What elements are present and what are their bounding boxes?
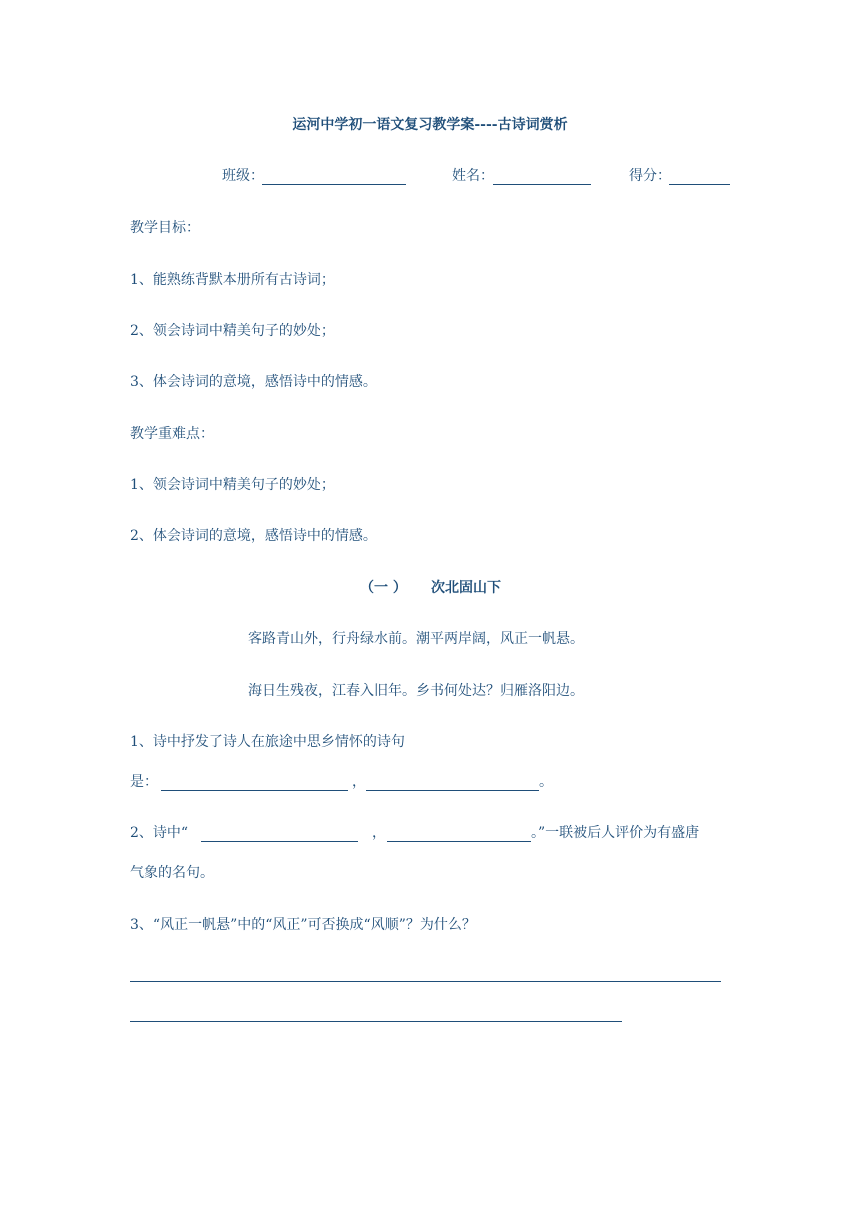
score-label: 得分： xyxy=(629,168,671,184)
class-label: 班级： xyxy=(222,168,264,184)
objective-item: 1、能熟练背默本册所有古诗词； xyxy=(130,272,335,288)
answer-line[interactable] xyxy=(130,1021,622,1022)
question-3-text: 3、“风正一帆悬”中的“风正”可否换成“风顺”？为什么？ xyxy=(130,917,476,933)
key-points-heading: 教学重难点： xyxy=(130,426,214,442)
question-2-prefix: 2、诗中“ xyxy=(130,825,189,841)
question-1-prefix: 是： xyxy=(130,774,158,790)
question-2-suffix: 。”一联被后人评价为有盛唐 xyxy=(531,825,700,841)
objectives-heading: 教学目标： xyxy=(130,220,200,236)
name-label: 姓名： xyxy=(452,168,494,184)
objective-item: 3、体会诗词的意境，感悟诗中的情感。 xyxy=(130,374,377,390)
question-1-sep: ， xyxy=(352,774,366,790)
poem-title: 次北固山下 xyxy=(431,580,501,596)
question-2-sep: ， xyxy=(372,825,386,841)
key-point-item: 2、体会诗词的意境，感悟诗中的情感。 xyxy=(130,528,377,544)
question-2-line2: 气象的名句。 xyxy=(130,865,214,881)
poem-line: 客路青山外，行舟绿水前。潮平两岸阔，风正一帆悬。 xyxy=(248,631,584,647)
poem-line: 海日生残夜，江春入旧年。乡书何处达？归雁洛阳边。 xyxy=(248,683,584,699)
class-blank[interactable] xyxy=(262,167,406,185)
poem-number: （一 ） xyxy=(360,580,407,596)
question-1-blank-a[interactable] xyxy=(161,773,348,791)
question-2-blank-a[interactable] xyxy=(201,824,358,842)
question-1-text: 1、诗中抒发了诗人在旅途中思乡情怀的诗句 xyxy=(130,734,405,750)
objective-item: 2、领会诗词中精美句子的妙处； xyxy=(130,323,335,339)
answer-line[interactable] xyxy=(130,981,721,982)
question-1-end: 。 xyxy=(539,774,553,790)
question-2-blank-b[interactable] xyxy=(387,824,531,842)
score-blank[interactable] xyxy=(669,167,730,185)
question-1-blank-b[interactable] xyxy=(366,773,539,791)
name-blank[interactable] xyxy=(493,167,591,185)
key-point-item: 1、领会诗词中精美句子的妙处； xyxy=(130,477,335,493)
page-title: 运河中学初一语文复习教学案----古诗词赏析 xyxy=(292,117,568,133)
